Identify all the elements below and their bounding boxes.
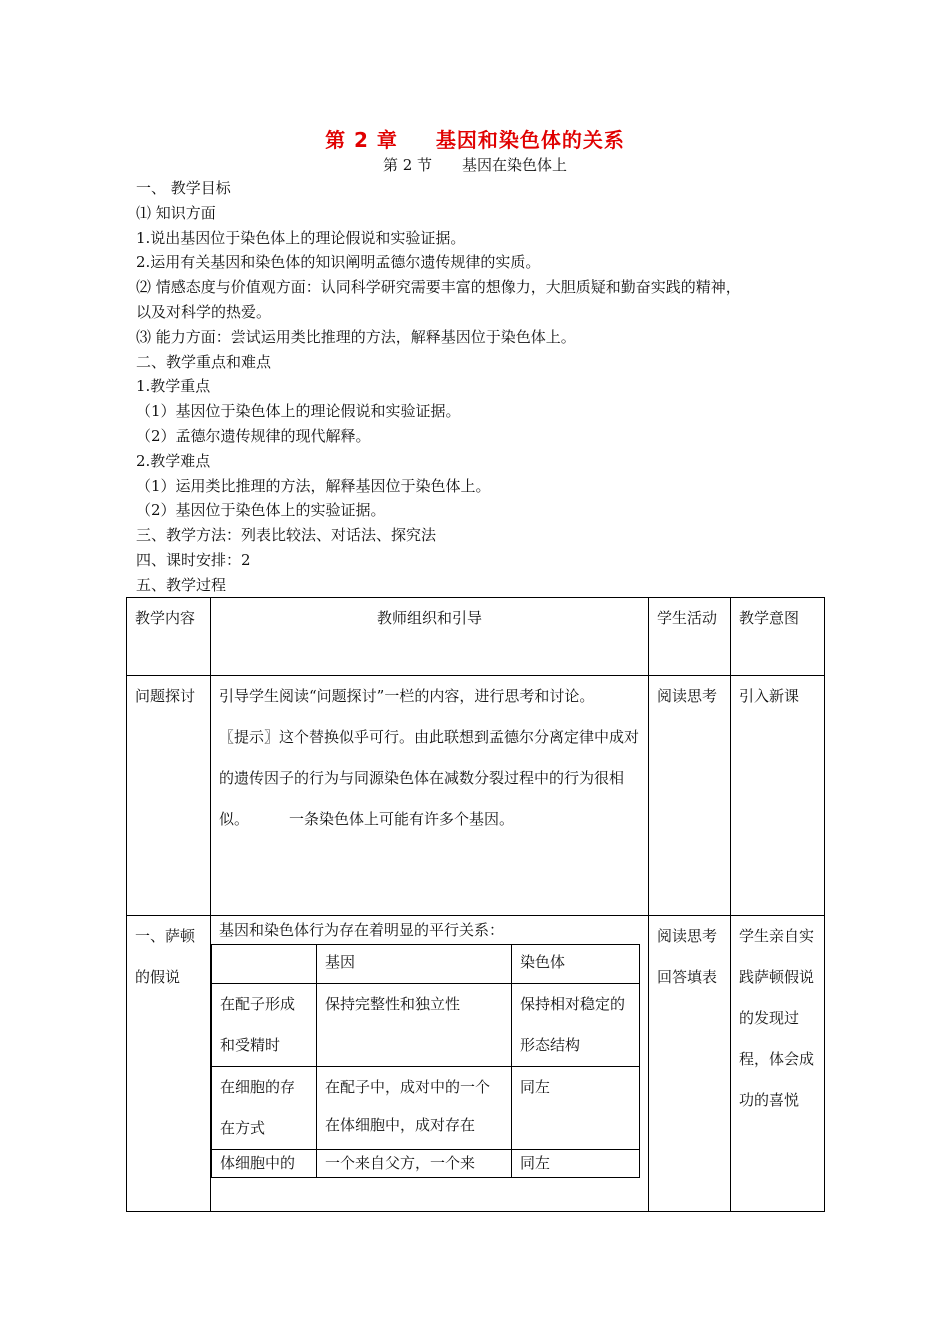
comparison-header-row: [212, 945, 640, 984]
outline-line: 二、教学重点和难点: [136, 352, 272, 371]
section-title: [0, 154, 950, 175]
comparison-gene: 一个来自父方，一个来: [317, 1150, 512, 1178]
comparison-chromosome: 同左: [512, 1067, 640, 1150]
comparison-aspect: 在配子形成和受精时: [212, 984, 317, 1067]
teaching-process-table: [126, 597, 825, 1212]
header-student: 学生活动: [649, 598, 731, 676]
row2-teacher: [211, 916, 649, 1212]
comparison-aspect: 在细胞的存在方式: [212, 1067, 317, 1150]
teaching-outline: [136, 176, 826, 598]
section-topic: 基因在染色体上: [462, 156, 568, 174]
header-intent: 教学意图: [731, 598, 825, 676]
outline-line: （2）孟德尔遗传规律的现代解释。: [136, 426, 371, 445]
comparison-header-gene: 基因: [317, 945, 512, 984]
outline-line: 三、教学方法：列表比较法、对话法、探究法: [136, 526, 437, 545]
row1-student: 阅读思考: [649, 676, 731, 916]
outline-line: 2.教学难点: [136, 451, 211, 470]
outline-line: ⑶ 能力方面：尝试运用类比推理的方法，解释基因位于染色体上。: [136, 327, 576, 346]
table-row: [127, 676, 825, 916]
comparison-chromosome: 同左: [512, 1150, 640, 1178]
row2-content: 一、萨顿的假说: [127, 916, 211, 1212]
chapter-title: [0, 124, 950, 153]
comparison-header-aspect: [212, 945, 317, 984]
comparison-chromosome: 保持相对稳定的形态结构: [512, 984, 640, 1067]
row1-teacher-hint: 〖提示〗这个替换似乎可行。由此联想到孟德尔分离定律中成对的遗传因子的行为与同源染色体在减数分裂过程中的行为很相似。 一条染色体上可能有许多个基因。: [219, 728, 640, 828]
outline-line: 一、 教学目标: [136, 179, 231, 197]
outline-line: 五、教学过程: [136, 575, 227, 594]
row1-teacher-guide: 引导学生阅读“问题探讨”一栏的内容，进行思考和讨论。: [219, 687, 595, 705]
comparison-table: [211, 944, 640, 1178]
row1-teacher: [211, 676, 649, 916]
row2-student: 阅读思考回答填表: [649, 916, 731, 1212]
outline-line: （1）运用类比推理的方法，解释基因位于染色体上。: [136, 476, 491, 495]
table-header-row: [127, 598, 825, 676]
outline-line: 1.教学重点: [136, 377, 211, 396]
row1-content: 问题探讨: [127, 676, 211, 916]
chapter-number: 第 2 章: [325, 128, 398, 152]
comparison-gene: 在配子中，成对中的一个 在体细胞中，成对存在: [317, 1067, 512, 1150]
outline-line: 1.说出基因位于染色体上的理论假说和实验证据。: [136, 228, 466, 247]
outline-line: 2.运用有关基因和染色体的知识阐明孟德尔遗传规律的实质。: [136, 253, 541, 272]
outline-line: ⑴ 知识方面: [136, 203, 216, 222]
row2-teacher-intro: 基因和染色体行为存在着明显的平行关系：: [219, 921, 505, 939]
comparison-header-chromosome: 染色体: [512, 945, 640, 984]
header-content: 教学内容: [127, 598, 211, 676]
comparison-gene: 保持完整性和独立性: [317, 984, 512, 1067]
outline-line: （1）基因位于染色体上的理论假说和实验证据。: [136, 402, 461, 421]
comparison-aspect: 体细胞中的: [212, 1150, 317, 1178]
comparison-row: [212, 1150, 640, 1178]
outline-line: 以及对科学的热爱。: [136, 302, 272, 321]
table-row: [127, 916, 825, 1212]
section-number: 第 2 节: [382, 156, 433, 174]
outline-line: （2）基因位于染色体上的实验证据。: [136, 501, 386, 520]
comparison-row: [212, 984, 640, 1067]
chapter-topic: 基因和染色体的关系: [435, 128, 625, 152]
comparison-row: [212, 1067, 640, 1150]
outline-line: ⑵ 情感态度与价值观方面：认同科学研究需要丰富的想像力，大胆质疑和勤奋实践的精神，: [136, 278, 741, 297]
outline-line: 四、课时安排：2: [136, 550, 251, 569]
row2-intent: 学生亲自实践萨顿假说的发现过程，体会成功的喜悦: [731, 916, 825, 1212]
header-teacher: 教师组织和引导: [211, 598, 649, 676]
row1-intent: 引入新课: [731, 676, 825, 916]
